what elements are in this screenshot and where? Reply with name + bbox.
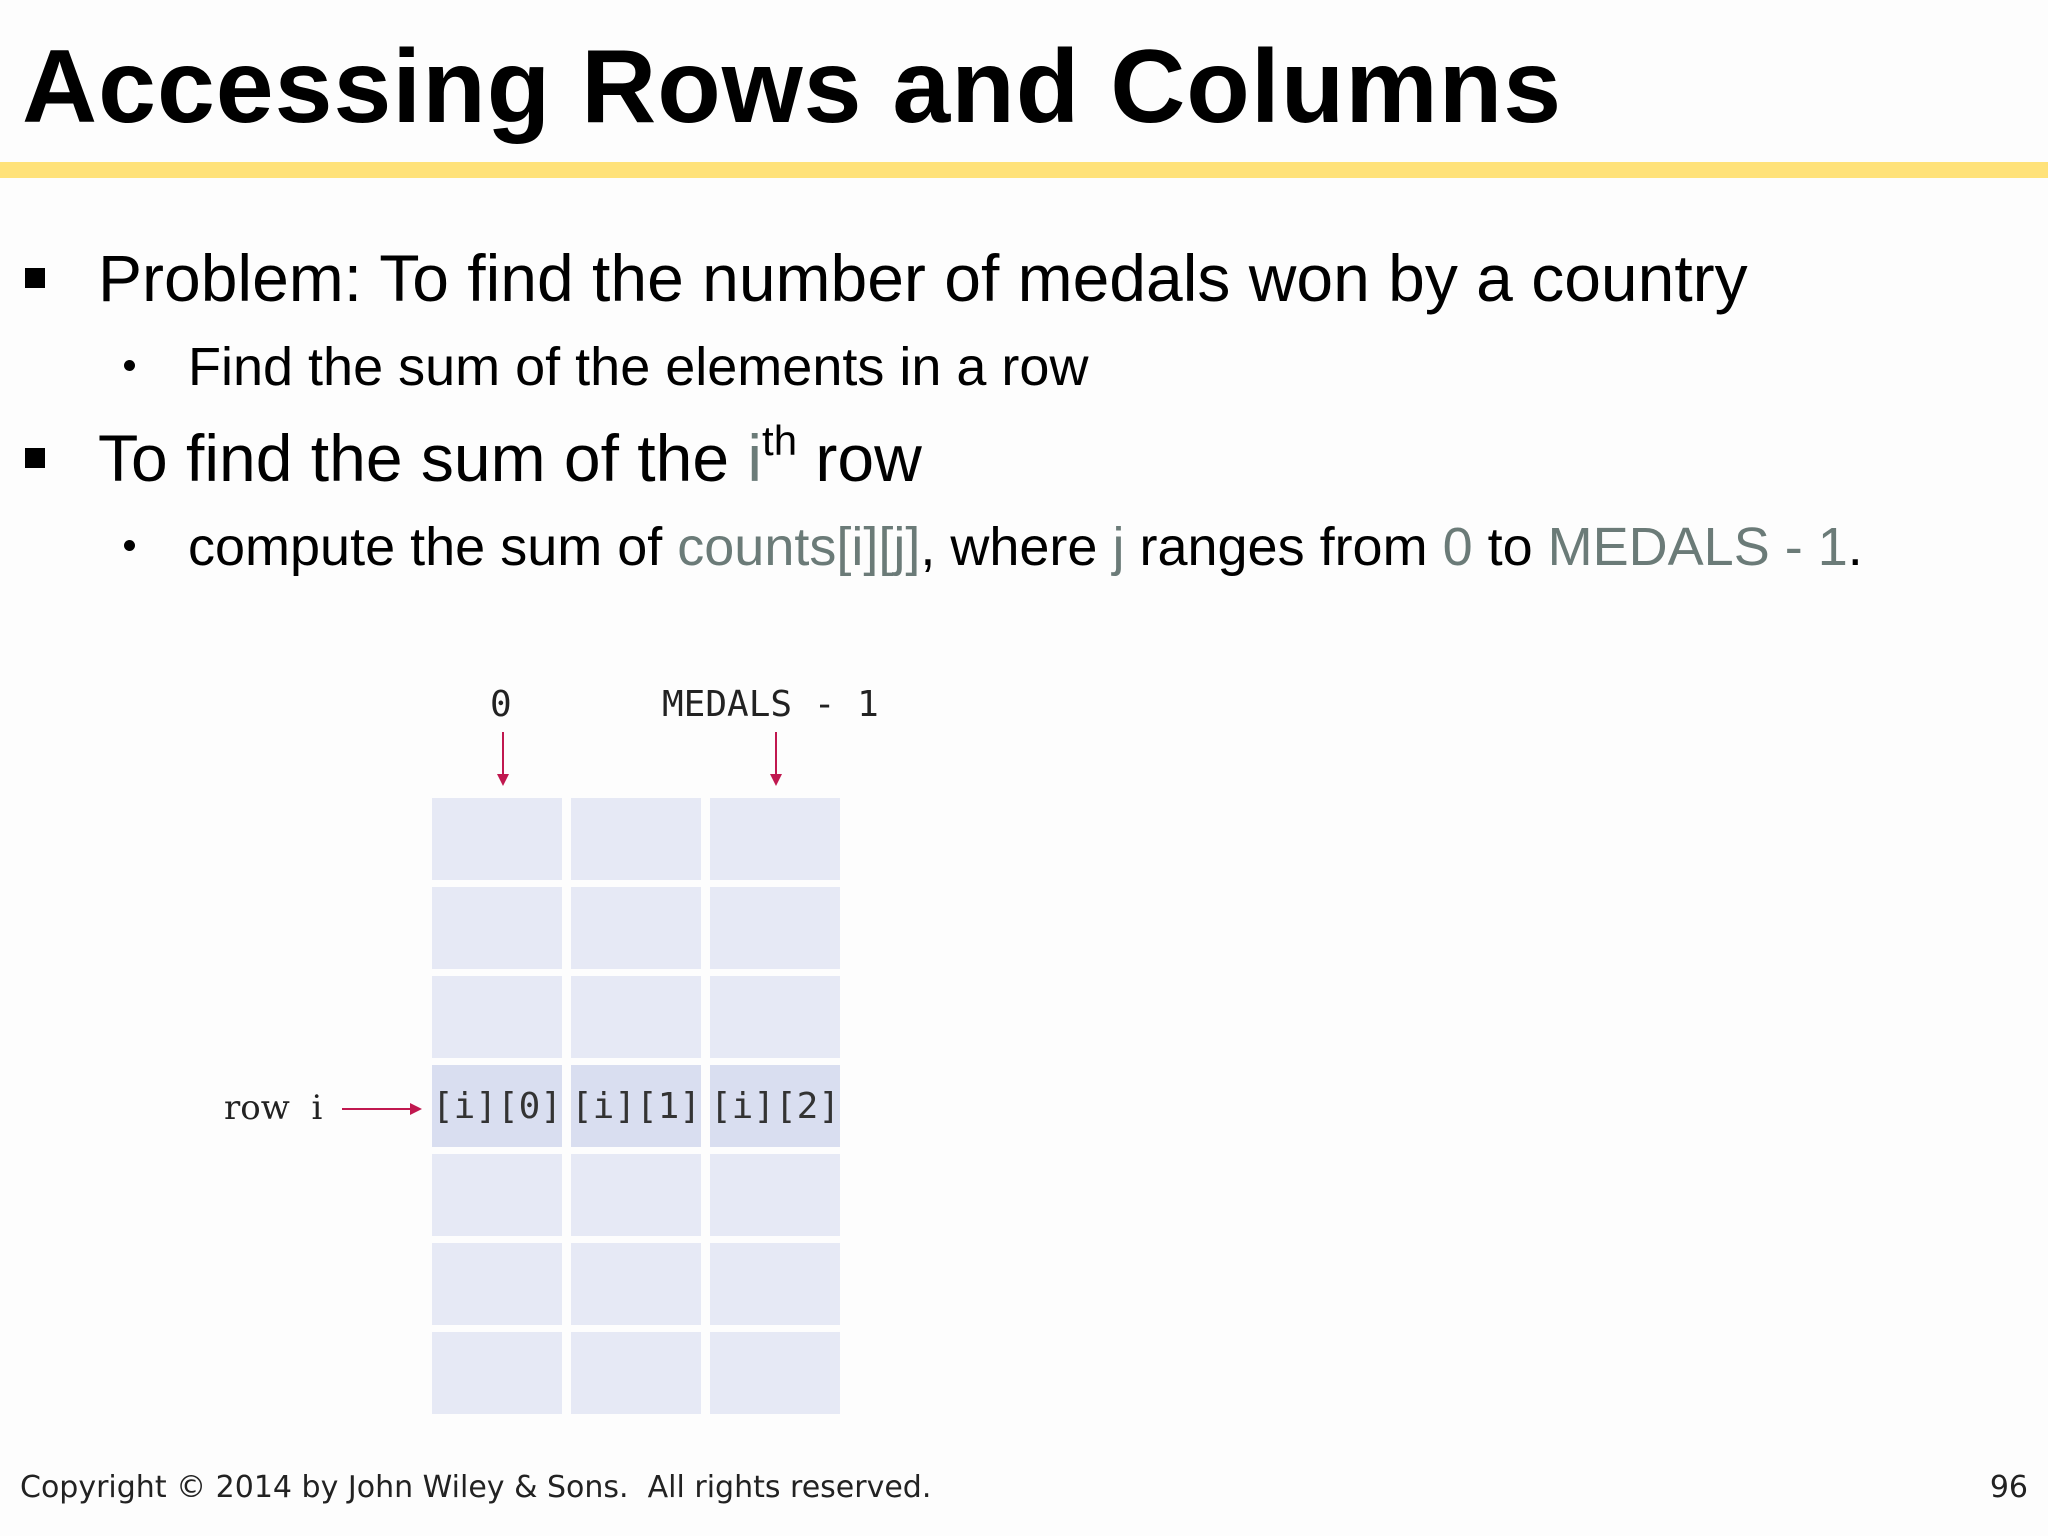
- text-segment: row: [797, 421, 922, 495]
- grid-cell: [710, 887, 840, 969]
- grid-cell: [710, 1243, 840, 1325]
- grid-cell: [432, 1332, 562, 1414]
- arrow-right-icon: [342, 1108, 412, 1110]
- square-bullet-icon: [25, 268, 45, 288]
- grid-cell: [571, 887, 701, 969]
- bullet-ith-row-text: [98, 417, 922, 496]
- round-bullet-icon: [124, 540, 135, 551]
- grid-cell: [432, 976, 562, 1058]
- grid-cell: [710, 798, 840, 880]
- grid-cell-i-2: [i][2]: [710, 1065, 840, 1147]
- grid-cell: [710, 1154, 840, 1236]
- grid-cell: [432, 887, 562, 969]
- text-segment: .: [1847, 517, 1863, 577]
- text-segment: , where: [920, 517, 1113, 577]
- code-zero: 0: [1442, 517, 1473, 577]
- array-grid: [432, 798, 840, 1414]
- grid-cell-i-1: [i][1]: [571, 1065, 701, 1147]
- row-label: row i: [224, 1088, 323, 1128]
- grid-cell: [432, 1243, 562, 1325]
- arrow-down-icon: [775, 732, 777, 776]
- text-segment: ranges from: [1124, 517, 1443, 577]
- grid-cell: [571, 1243, 701, 1325]
- grid-cell: [571, 1332, 701, 1414]
- grid-cell: [432, 1154, 562, 1236]
- copyright-footer: Copyright © 2014 by John Wiley & Sons. All rights reserved.: [20, 1470, 932, 1505]
- bullet-problem-text: Problem: To find the number of medals won by a country: [98, 241, 1748, 315]
- arrow-down-icon: [502, 732, 504, 776]
- col-label-first: 0: [490, 684, 512, 725]
- subbullet-compute-sum-text: [188, 516, 1863, 578]
- text-segment: to: [1472, 517, 1548, 577]
- page-number: 96: [1989, 1470, 2028, 1505]
- grid-cell-i-0: [i][0]: [432, 1065, 562, 1147]
- square-bullet-icon: [25, 448, 45, 468]
- code-j: j: [1112, 517, 1125, 577]
- slide-title: Accessing Rows and Columns: [22, 29, 1563, 145]
- grid-cell: [710, 1332, 840, 1414]
- grid-cell: [432, 798, 562, 880]
- title-divider: [0, 162, 2048, 178]
- col-label-last: MEDALS - 1: [662, 684, 879, 725]
- round-bullet-icon: [124, 360, 135, 371]
- code-counts: counts[i][j]: [677, 517, 921, 577]
- grid-cell: [571, 798, 701, 880]
- grid-cell: [571, 1154, 701, 1236]
- grid-cell: [710, 976, 840, 1058]
- text-segment: compute the sum of: [188, 517, 678, 577]
- superscript-th: th: [762, 417, 798, 464]
- array-row-diagram: [200, 670, 920, 1430]
- grid-cell: [571, 976, 701, 1058]
- subbullet-find-sum-text: Find the sum of the elements in a row: [188, 337, 1089, 397]
- text-segment: To find the sum of the: [98, 421, 748, 495]
- code-medals-minus-one: MEDALS - 1: [1547, 517, 1848, 577]
- code-var-i: i: [747, 421, 763, 495]
